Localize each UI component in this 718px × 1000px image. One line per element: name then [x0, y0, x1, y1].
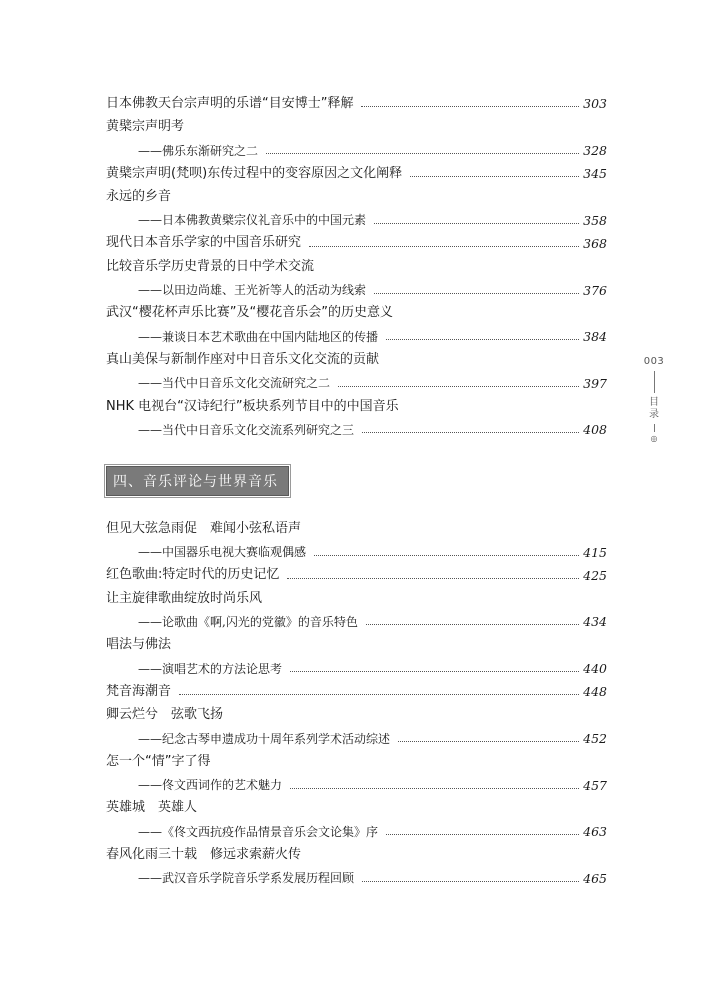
toc-entry — [106, 746, 607, 769]
dot-leader — [290, 671, 579, 672]
toc-section-4 — [106, 513, 607, 886]
toc-subtitle-text: ——演唱艺术的方法论思考 — [138, 661, 283, 676]
toc-page-number: 345 — [583, 166, 607, 182]
toc-entry — [106, 88, 607, 111]
toc-title-text: 唱法与佛法 — [106, 637, 172, 653]
toc-subtitle-entry — [106, 606, 607, 629]
dot-leader — [314, 555, 579, 556]
toc-title-text: 永远的乡音 — [106, 188, 172, 204]
dot-leader — [386, 834, 579, 835]
side-margin-marker — [642, 356, 666, 443]
dot-leader — [361, 106, 579, 107]
toc-entry — [106, 793, 607, 816]
toc-entry — [106, 391, 607, 414]
toc-title-text: NHK 电视台“汉诗纪行”板块系列节目中的中国音乐 — [106, 398, 399, 414]
toc-subtitle-entry — [106, 769, 607, 792]
toc-subtitle-text: ——武汉音乐学院音乐学系发展历程回顾 — [138, 871, 355, 886]
toc-title-text: 真山美保与新制作座对中日音乐文化交流的贡献 — [106, 351, 380, 367]
dot-leader — [386, 339, 579, 340]
toc-entry — [106, 251, 607, 274]
toc-title-text: 但见大弦急雨促 难闻小弦私语声 — [106, 520, 302, 536]
side-label-bottom: 录 — [649, 409, 659, 420]
dot-leader — [290, 788, 579, 789]
toc-page-number: 434 — [583, 614, 607, 630]
toc-entry — [106, 111, 607, 134]
toc-subtitle-text: ——当代中日音乐文化交流系列研究之三 — [138, 423, 355, 438]
toc-top — [106, 88, 607, 437]
toc-entry — [106, 676, 607, 699]
toc-subtitle-text: ——佛乐东渐研究之二 — [138, 143, 259, 158]
toc-subtitle-text: ——纪念古琴申遗成功十周年系列学术活动综述 — [138, 731, 391, 746]
dot-leader — [398, 741, 579, 742]
side-rule-top — [654, 371, 655, 393]
toc-subtitle-text: ——日本佛教黄檗宗仪礼音乐中的中国元素 — [138, 213, 367, 228]
dot-leader — [338, 386, 579, 387]
toc-subtitle-text: ——佟文西词作的艺术魅力 — [138, 778, 283, 793]
toc-entry — [106, 629, 607, 652]
side-label-top: 目 — [649, 397, 659, 408]
toc-page-number: 328 — [583, 142, 607, 158]
toc-page-number: 303 — [583, 96, 607, 112]
dot-leader — [179, 694, 579, 695]
toc-title-text: 红色歌曲:特定时代的历史记忆 — [106, 567, 280, 583]
toc-page-number: 384 — [583, 329, 607, 345]
toc-page-number: 408 — [583, 422, 607, 438]
toc-title-text: 春风化雨三十载 修远求索薪火传 — [106, 846, 302, 862]
section-banner-wrap — [106, 466, 289, 496]
toc-title-text: 黄檗宗声明(梵呗)东传过程中的变容原因之文化阐释 — [106, 165, 403, 181]
toc-entry — [106, 181, 607, 204]
toc-subtitle-entry — [106, 653, 607, 676]
dot-leader — [266, 153, 579, 154]
toc-page-number: 465 — [583, 870, 607, 886]
folio-page-number: 003 — [643, 356, 665, 367]
toc-entry — [106, 699, 607, 722]
toc-page-number: 358 — [583, 212, 607, 228]
toc-page-number: 457 — [583, 777, 607, 793]
toc-subtitle-text: ——兼谈日本艺术歌曲在中国内陆地区的传播 — [138, 329, 379, 344]
toc-entry — [106, 158, 607, 181]
toc-entry — [106, 513, 607, 536]
toc-entry — [106, 298, 607, 321]
toc-entry — [106, 344, 607, 367]
toc-subtitle-text: ——《佟文西抗疫作品情景音乐会文论集》序 — [138, 824, 379, 839]
toc-subtitle-entry — [106, 321, 607, 344]
dot-leader — [374, 223, 579, 224]
toc-title-text: 现代日本音乐学家的中国音乐研究 — [106, 235, 302, 251]
dot-leader — [287, 578, 579, 579]
toc-subtitle-entry — [106, 816, 607, 839]
toc-page-number: 440 — [583, 661, 607, 677]
toc-title-text: 武汉“樱花杯声乐比赛”及“樱花音乐会”的历史意义 — [106, 305, 393, 321]
toc-title-text: 日本佛教天台宗声明的乐谱“目安博士”释解 — [106, 95, 354, 111]
toc-subtitle-text: ——论歌曲《啊,闪光的党徽》的音乐特色 — [138, 615, 358, 630]
toc-subtitle-text: ——以田边尚雄、王光祈等人的活动为线索 — [138, 283, 367, 298]
section-4-banner: 四、音乐评论与世界音乐 — [106, 466, 289, 496]
toc-title-text: 梵音海潮音 — [106, 683, 172, 699]
toc-entry — [106, 583, 607, 606]
toc-subtitle-entry — [106, 204, 607, 227]
dot-leader — [362, 432, 579, 433]
dot-leader — [362, 881, 579, 882]
toc-page-number: 397 — [583, 375, 607, 391]
toc-subtitle-entry — [106, 862, 607, 885]
toc-title-text: 英雄城 英雄人 — [106, 800, 198, 816]
toc-page-number: 415 — [583, 544, 607, 560]
toc-entry — [106, 839, 607, 862]
dot-leader — [366, 624, 579, 625]
toc-page-number: 425 — [583, 567, 607, 583]
toc-title-text: 让主旋律歌曲绽放时尚乐风 — [106, 590, 263, 606]
toc-subtitle-text: ——当代中日音乐文化交流研究之二 — [138, 376, 331, 391]
toc-subtitle-entry — [106, 274, 607, 297]
toc-subtitle-entry — [106, 135, 607, 158]
toc-entry — [106, 228, 607, 251]
toc-page-number: 448 — [583, 684, 607, 700]
toc-page-number: 463 — [583, 824, 607, 840]
toc-subtitle-entry — [106, 368, 607, 391]
toc-title-text: 比较音乐学历史背景的日中学术交流 — [106, 258, 315, 274]
toc-entry — [106, 560, 607, 583]
toc-title-text: 卿云烂兮 弦歌飞扬 — [106, 707, 224, 723]
toc-subtitle-entry — [106, 414, 607, 437]
dot-leader — [410, 176, 579, 177]
dot-leader — [309, 246, 579, 247]
toc-subtitle-entry — [106, 723, 607, 746]
side-rule-bottom — [654, 424, 655, 432]
toc-page-number: 368 — [583, 236, 607, 252]
toc-subtitle-text: ——中国器乐电视大赛临观偶感 — [138, 545, 307, 560]
toc-title-text: 怎一个“情”字了得 — [106, 753, 211, 769]
circle-ornament-icon: ◎ — [650, 434, 658, 443]
dot-leader — [374, 293, 579, 294]
toc-title-text: 黄檗宗声明考 — [106, 119, 185, 134]
toc-page-number: 376 — [583, 282, 607, 298]
toc-page-number: 452 — [583, 730, 607, 746]
toc-subtitle-entry — [106, 536, 607, 559]
